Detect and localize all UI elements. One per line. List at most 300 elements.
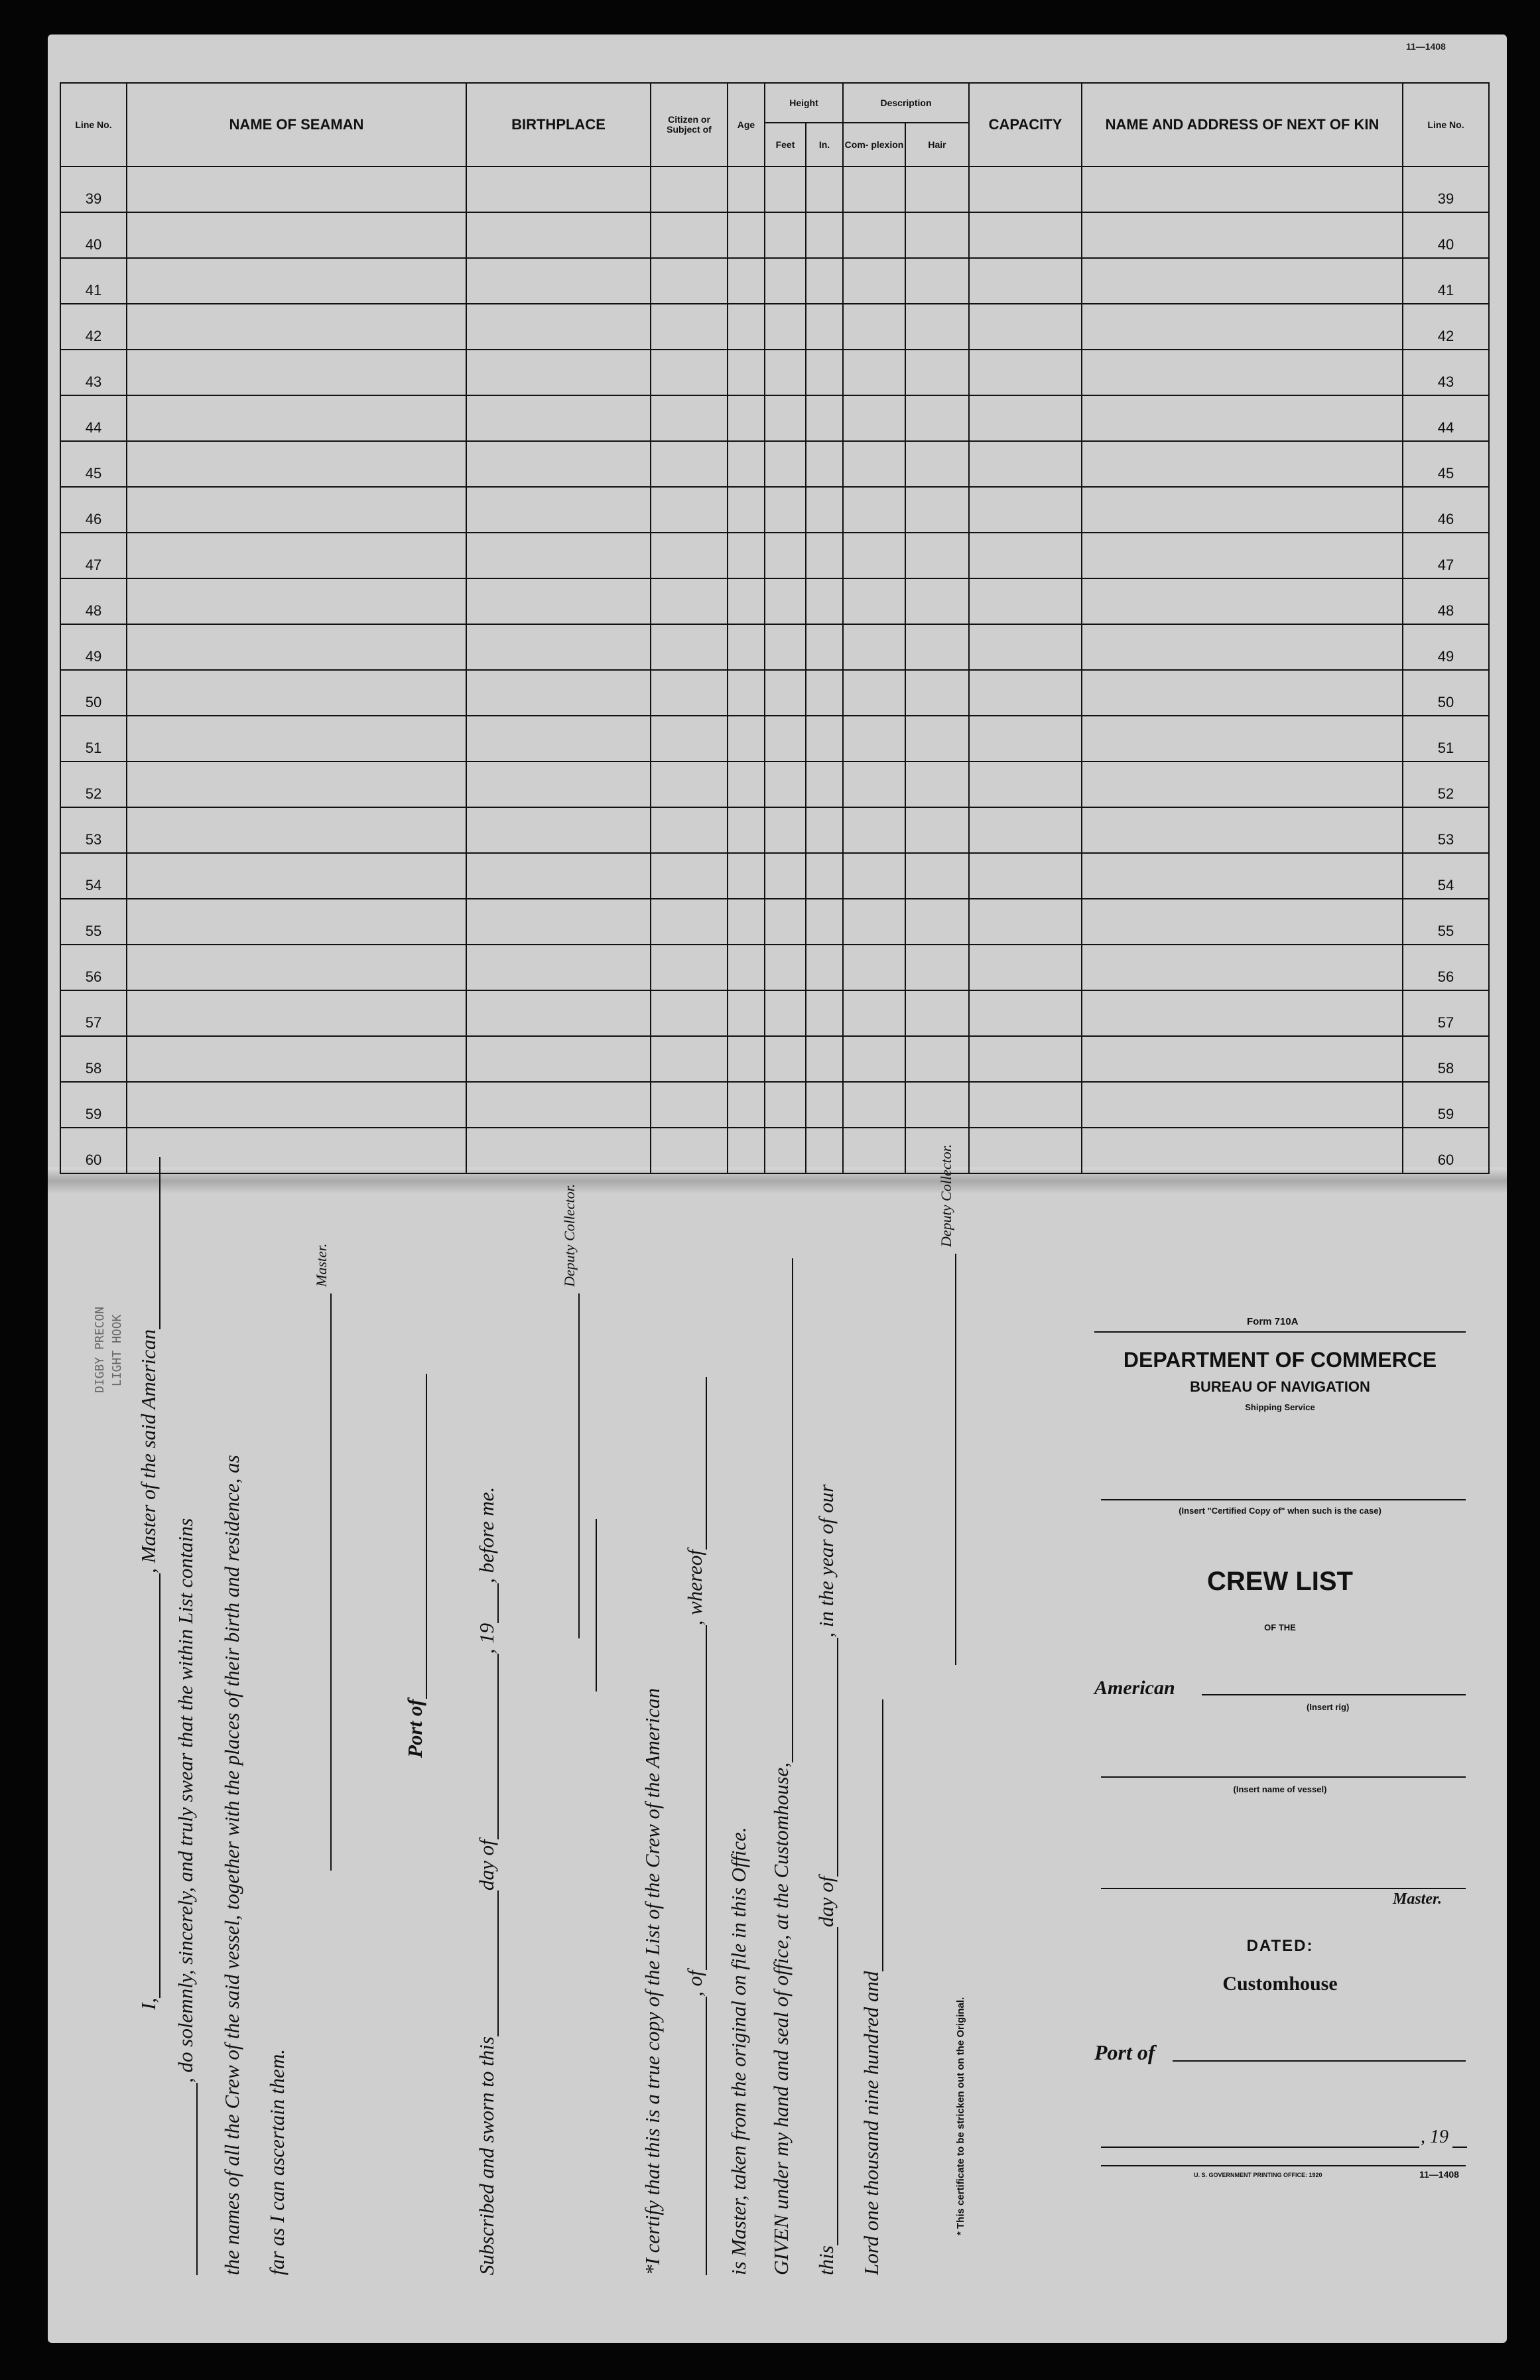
row-line-number-right: 57 xyxy=(1403,990,1489,1036)
row-line-number-right: 40 xyxy=(1403,212,1489,258)
oath-line-3: the names of all the Crew of the said vessel, together with the places of their birth and residence, as xyxy=(220,1455,243,2275)
table-cell xyxy=(843,304,905,350)
table-cell xyxy=(969,807,1082,853)
table-cell xyxy=(765,304,806,350)
cover-master: Master. xyxy=(1393,1890,1443,1908)
table-cell xyxy=(806,716,843,761)
table-cell xyxy=(843,395,905,441)
table-row xyxy=(60,853,1489,899)
table-cell xyxy=(806,807,843,853)
table-cell xyxy=(1082,1128,1403,1173)
table-cell xyxy=(765,716,806,761)
table-cell xyxy=(466,1128,651,1173)
cover-title: CREW LIST xyxy=(1207,1567,1353,1596)
table-cell xyxy=(728,304,765,350)
table-cell xyxy=(127,487,466,533)
cover-of-the: OF THE xyxy=(1264,1622,1296,1632)
table-cell xyxy=(905,807,969,853)
table-cell xyxy=(843,212,905,258)
cover-printer: U. S. GOVERNMENT PRINTING OFFICE: 1920 xyxy=(1194,2172,1322,2178)
table-cell xyxy=(843,807,905,853)
table-cell xyxy=(905,350,969,395)
table-cell xyxy=(905,533,969,578)
table-cell xyxy=(127,853,466,899)
table-cell xyxy=(651,441,728,487)
table-cell xyxy=(728,899,765,945)
table-cell xyxy=(127,670,466,716)
table-cell xyxy=(651,212,728,258)
table-cell xyxy=(969,1082,1082,1128)
oath-line-1: I,, Master of the said American xyxy=(137,1157,160,2010)
table-cell xyxy=(466,807,651,853)
table-cell xyxy=(728,1082,765,1128)
table-cell xyxy=(806,212,843,258)
table-cell xyxy=(1082,624,1403,670)
cover-bottom-rule xyxy=(1101,2165,1466,2166)
table-cell xyxy=(765,533,806,578)
table-cell xyxy=(466,990,651,1036)
table-cell xyxy=(466,395,651,441)
table-cell xyxy=(1082,990,1403,1036)
table-cell xyxy=(843,853,905,899)
row-line-number-right: 42 xyxy=(1403,304,1489,350)
table-cell xyxy=(1082,258,1403,304)
certificate-footnote: * This certificate to be stricken out on the Original. xyxy=(955,1997,966,2235)
row-line-number: 39 xyxy=(60,166,127,212)
row-line-number: 42 xyxy=(60,304,127,350)
oath-line-2: , do solemnly, sincerely, and truly swear that the within List contains xyxy=(174,1518,198,2275)
oath-deputy-collector: Deputy Collector. xyxy=(556,1184,580,1638)
table-cell xyxy=(1082,578,1403,624)
table-cell xyxy=(969,945,1082,990)
table-cell xyxy=(1082,1082,1403,1128)
table-cell xyxy=(127,1128,466,1173)
certify-line-6: Lord one thousand nine hundred and xyxy=(860,1699,883,2275)
table-cell xyxy=(728,990,765,1036)
cover-insert-certified: (Insert "Certified Copy of" when such is the case) xyxy=(1179,1506,1381,1516)
row-line-number-right: 43 xyxy=(1403,350,1489,395)
oath-divider xyxy=(596,1519,597,1691)
table-cell xyxy=(765,624,806,670)
table-cell xyxy=(728,1036,765,1082)
table-cell xyxy=(466,487,651,533)
cover-american: American xyxy=(1094,1677,1175,1699)
table-cell xyxy=(728,807,765,853)
table-row xyxy=(60,1128,1489,1173)
table-cell xyxy=(806,533,843,578)
table-cell xyxy=(905,716,969,761)
table-cell xyxy=(843,166,905,212)
cover-insert-rig: (Insert rig) xyxy=(1307,1702,1350,1712)
table-cell xyxy=(1082,350,1403,395)
crew-table xyxy=(60,82,1490,1174)
table-cell xyxy=(651,899,728,945)
table-cell xyxy=(728,1128,765,1173)
table-row xyxy=(60,258,1489,304)
table-cell xyxy=(466,853,651,899)
header-name-of-seaman: NAME OF SEAMAN xyxy=(127,83,466,166)
table-cell xyxy=(969,578,1082,624)
table-cell xyxy=(651,350,728,395)
table-cell xyxy=(1082,166,1403,212)
table-cell xyxy=(651,578,728,624)
form-number-bottom: 11—1408 xyxy=(1419,2169,1459,2180)
cover-year: , 19 xyxy=(1421,2127,1448,2147)
table-cell xyxy=(466,761,651,807)
certify-line-5: thisday of, in the year of our xyxy=(814,1484,838,2275)
table-cell xyxy=(1082,212,1403,258)
table-cell xyxy=(127,807,466,853)
table-cell xyxy=(765,761,806,807)
table-cell xyxy=(969,395,1082,441)
table-cell xyxy=(969,1036,1082,1082)
table-cell xyxy=(905,395,969,441)
table-cell xyxy=(728,533,765,578)
table-cell xyxy=(765,395,806,441)
table-cell xyxy=(843,258,905,304)
header-complexion: Com- plexion xyxy=(843,123,905,166)
table-cell xyxy=(969,258,1082,304)
header-line-no: Line No. xyxy=(60,83,127,166)
cover-master-line xyxy=(1101,1888,1466,1889)
table-cell xyxy=(651,395,728,441)
table-cell xyxy=(1082,304,1403,350)
table-cell xyxy=(127,899,466,945)
row-line-number-right: 41 xyxy=(1403,258,1489,304)
row-line-number: 45 xyxy=(60,441,127,487)
row-line-number-right: 52 xyxy=(1403,761,1489,807)
table-cell xyxy=(765,853,806,899)
table-cell xyxy=(466,166,651,212)
row-line-number-right: 58 xyxy=(1403,1036,1489,1082)
cover-service: Shipping Service xyxy=(1245,1402,1315,1412)
row-line-number: 49 xyxy=(60,624,127,670)
certify-line-2: , of, whereof xyxy=(683,1377,707,2275)
table-cell xyxy=(1082,807,1403,853)
table-cell xyxy=(765,670,806,716)
table-cell xyxy=(1082,899,1403,945)
table-cell xyxy=(806,258,843,304)
table-cell xyxy=(1082,487,1403,533)
table-cell xyxy=(905,441,969,487)
table-cell xyxy=(728,716,765,761)
table-cell xyxy=(651,990,728,1036)
row-line-number-right: 53 xyxy=(1403,807,1489,853)
row-line-number: 60 xyxy=(60,1128,127,1173)
row-line-number-right: 45 xyxy=(1403,441,1489,487)
table-cell xyxy=(651,624,728,670)
table-cell xyxy=(806,899,843,945)
row-line-number: 48 xyxy=(60,578,127,624)
table-cell xyxy=(1082,1036,1403,1082)
cover-insert-vessel: (Insert name of vessel) xyxy=(1233,1784,1327,1794)
table-cell xyxy=(651,853,728,899)
table-cell xyxy=(905,670,969,716)
cover-department: DEPARTMENT OF COMMERCE xyxy=(1123,1348,1437,1372)
table-cell xyxy=(843,487,905,533)
row-line-number: 46 xyxy=(60,487,127,533)
table-cell xyxy=(969,166,1082,212)
table-cell xyxy=(127,350,466,395)
table-cell xyxy=(466,304,651,350)
row-line-number: 57 xyxy=(60,990,127,1036)
table-cell xyxy=(765,166,806,212)
table-cell xyxy=(1082,670,1403,716)
table-cell xyxy=(765,487,806,533)
table-cell xyxy=(806,166,843,212)
table-cell xyxy=(806,350,843,395)
row-line-number: 59 xyxy=(60,1082,127,1128)
table-cell xyxy=(728,853,765,899)
cover-bureau: BUREAU OF NAVIGATION xyxy=(1190,1378,1370,1395)
row-line-number: 50 xyxy=(60,670,127,716)
cover-port-of: Port of xyxy=(1094,2040,1155,2064)
row-line-number-right: 54 xyxy=(1403,853,1489,899)
table-cell xyxy=(466,670,651,716)
table-cell xyxy=(843,350,905,395)
table-row xyxy=(60,395,1489,441)
row-line-number-right: 49 xyxy=(1403,624,1489,670)
table-cell xyxy=(969,670,1082,716)
table-cell xyxy=(127,533,466,578)
row-line-number-right: 55 xyxy=(1403,899,1489,945)
table-row xyxy=(60,533,1489,578)
oath-subscribed: Subscribed and sworn to thisday of, 19, before me. xyxy=(475,1487,498,2275)
table-cell xyxy=(728,945,765,990)
table-cell xyxy=(1082,853,1403,899)
table-cell xyxy=(765,1036,806,1082)
table-cell xyxy=(969,441,1082,487)
cover-vessel-line xyxy=(1101,1776,1466,1778)
table-cell xyxy=(127,212,466,258)
table-cell xyxy=(728,487,765,533)
table-cell xyxy=(765,212,806,258)
table-cell xyxy=(127,716,466,761)
table-cell xyxy=(969,899,1082,945)
table-cell xyxy=(843,899,905,945)
table-cell xyxy=(843,945,905,990)
row-line-number: 55 xyxy=(60,899,127,945)
table-cell xyxy=(843,578,905,624)
table-cell xyxy=(651,807,728,853)
table-cell xyxy=(905,853,969,899)
table-cell xyxy=(728,624,765,670)
cover-dated: DATED: xyxy=(1246,1937,1314,1955)
table-cell xyxy=(466,533,651,578)
table-cell xyxy=(466,1036,651,1082)
header-birthplace: BIRTHPLACE xyxy=(466,83,651,166)
table-cell xyxy=(969,1128,1082,1173)
table-cell xyxy=(127,166,466,212)
row-line-number: 51 xyxy=(60,716,127,761)
header-inches: In. xyxy=(806,123,843,166)
table-cell xyxy=(765,441,806,487)
table-cell xyxy=(651,670,728,716)
table-cell xyxy=(651,1082,728,1128)
table-cell xyxy=(651,304,728,350)
table-cell xyxy=(969,304,1082,350)
row-line-number-right: 46 xyxy=(1403,487,1489,533)
table-cell xyxy=(843,441,905,487)
cover-year-line xyxy=(1452,2147,1467,2148)
cover-certified-line xyxy=(1101,1499,1466,1500)
cover-date-line xyxy=(1101,2147,1419,2148)
table-cell xyxy=(765,899,806,945)
row-line-number: 40 xyxy=(60,212,127,258)
cover-port-line xyxy=(1173,2060,1466,2062)
oath-line-4: far as I can ascertain them. xyxy=(265,2049,289,2275)
table-row xyxy=(60,166,1489,212)
table-cell xyxy=(969,853,1082,899)
table-cell xyxy=(765,990,806,1036)
table-cell xyxy=(466,212,651,258)
table-cell xyxy=(806,990,843,1036)
table-cell xyxy=(466,258,651,304)
table-cell xyxy=(127,578,466,624)
table-cell xyxy=(969,212,1082,258)
table-row xyxy=(60,670,1489,716)
table-cell xyxy=(843,624,905,670)
table-cell xyxy=(1082,945,1403,990)
table-cell xyxy=(1082,716,1403,761)
table-cell xyxy=(806,304,843,350)
table-cell xyxy=(127,258,466,304)
table-cell xyxy=(843,761,905,807)
table-cell xyxy=(843,1036,905,1082)
row-line-number: 47 xyxy=(60,533,127,578)
table-cell xyxy=(765,1082,806,1128)
table-cell xyxy=(843,670,905,716)
table-row xyxy=(60,945,1489,990)
table-cell xyxy=(905,578,969,624)
table-cell xyxy=(905,899,969,945)
table-cell xyxy=(466,578,651,624)
table-cell xyxy=(1082,395,1403,441)
table-cell xyxy=(905,487,969,533)
table-cell xyxy=(127,945,466,990)
row-line-number-right: 51 xyxy=(1403,716,1489,761)
table-cell xyxy=(651,487,728,533)
header-height: Height xyxy=(765,83,843,123)
table-cell xyxy=(127,624,466,670)
table-cell xyxy=(969,487,1082,533)
table-cell xyxy=(905,945,969,990)
row-line-number-right: 48 xyxy=(1403,578,1489,624)
header-description: Description xyxy=(843,83,969,123)
table-cell xyxy=(651,258,728,304)
table-cell xyxy=(905,761,969,807)
table-row xyxy=(60,1036,1489,1082)
table-cell xyxy=(651,716,728,761)
table-cell xyxy=(765,258,806,304)
table-cell xyxy=(127,761,466,807)
header-hair: Hair xyxy=(905,123,969,166)
form-number-top: 11—1408 xyxy=(1406,41,1446,52)
table-cell xyxy=(728,441,765,487)
table-cell xyxy=(905,166,969,212)
table-cell xyxy=(905,990,969,1036)
table-cell xyxy=(969,533,1082,578)
certify-line-3: is Master, taken from the original on file in this Office. xyxy=(727,1827,750,2275)
table-cell xyxy=(806,578,843,624)
table-cell xyxy=(765,1128,806,1173)
table-cell xyxy=(806,487,843,533)
row-line-number: 54 xyxy=(60,853,127,899)
table-cell xyxy=(765,807,806,853)
row-line-number-right: 50 xyxy=(1403,670,1489,716)
table-cell xyxy=(806,670,843,716)
table-cell xyxy=(905,258,969,304)
table-cell xyxy=(127,990,466,1036)
table-cell xyxy=(466,945,651,990)
table-cell xyxy=(651,1036,728,1082)
table-row xyxy=(60,304,1489,350)
table-cell xyxy=(969,761,1082,807)
row-line-number: 53 xyxy=(60,807,127,853)
table-cell xyxy=(127,441,466,487)
table-cell xyxy=(466,716,651,761)
table-cell xyxy=(806,945,843,990)
header-feet: Feet xyxy=(765,123,806,166)
table-row xyxy=(60,990,1489,1036)
header-line-no-right: Line No. xyxy=(1403,83,1489,166)
table-row xyxy=(60,624,1489,670)
table-cell xyxy=(466,899,651,945)
table-cell xyxy=(843,716,905,761)
cover-form-number: Form 710A xyxy=(1247,1316,1299,1327)
table-cell xyxy=(843,1128,905,1173)
table-cell xyxy=(765,945,806,990)
row-line-number: 56 xyxy=(60,945,127,990)
row-line-number: 44 xyxy=(60,395,127,441)
header-capacity: CAPACITY xyxy=(969,83,1082,166)
row-line-number: 43 xyxy=(60,350,127,395)
header-age: Age xyxy=(728,83,765,166)
table-cell xyxy=(1082,441,1403,487)
cover-rig-line xyxy=(1202,1694,1466,1695)
table-cell xyxy=(969,990,1082,1036)
cover-top-rule xyxy=(1094,1331,1466,1333)
table-cell xyxy=(905,1082,969,1128)
table-cell xyxy=(466,441,651,487)
table-cell xyxy=(806,1082,843,1128)
stamp-line-2: LIGHT HOOK xyxy=(110,1314,124,1386)
table-row xyxy=(60,212,1489,258)
row-line-number: 58 xyxy=(60,1036,127,1082)
table-cell xyxy=(969,624,1082,670)
table-cell xyxy=(969,716,1082,761)
certify-deputy-collector: Deputy Collector. xyxy=(932,1144,956,1665)
table-cell xyxy=(127,395,466,441)
table-cell xyxy=(806,441,843,487)
table-cell xyxy=(1082,761,1403,807)
certify-line-4: GIVEN under my hand and seal of office, at the Customhouse, xyxy=(769,1258,793,2275)
table-row xyxy=(60,441,1489,487)
table-row xyxy=(60,487,1489,533)
table-cell xyxy=(905,304,969,350)
table-row xyxy=(60,1082,1489,1128)
table-cell xyxy=(765,578,806,624)
table-cell xyxy=(843,1082,905,1128)
row-line-number: 52 xyxy=(60,761,127,807)
table-row xyxy=(60,578,1489,624)
table-cell xyxy=(651,1128,728,1173)
table-cell xyxy=(651,166,728,212)
table-cell xyxy=(905,212,969,258)
table-cell xyxy=(806,1036,843,1082)
table-cell xyxy=(728,578,765,624)
table-cell xyxy=(466,1082,651,1128)
